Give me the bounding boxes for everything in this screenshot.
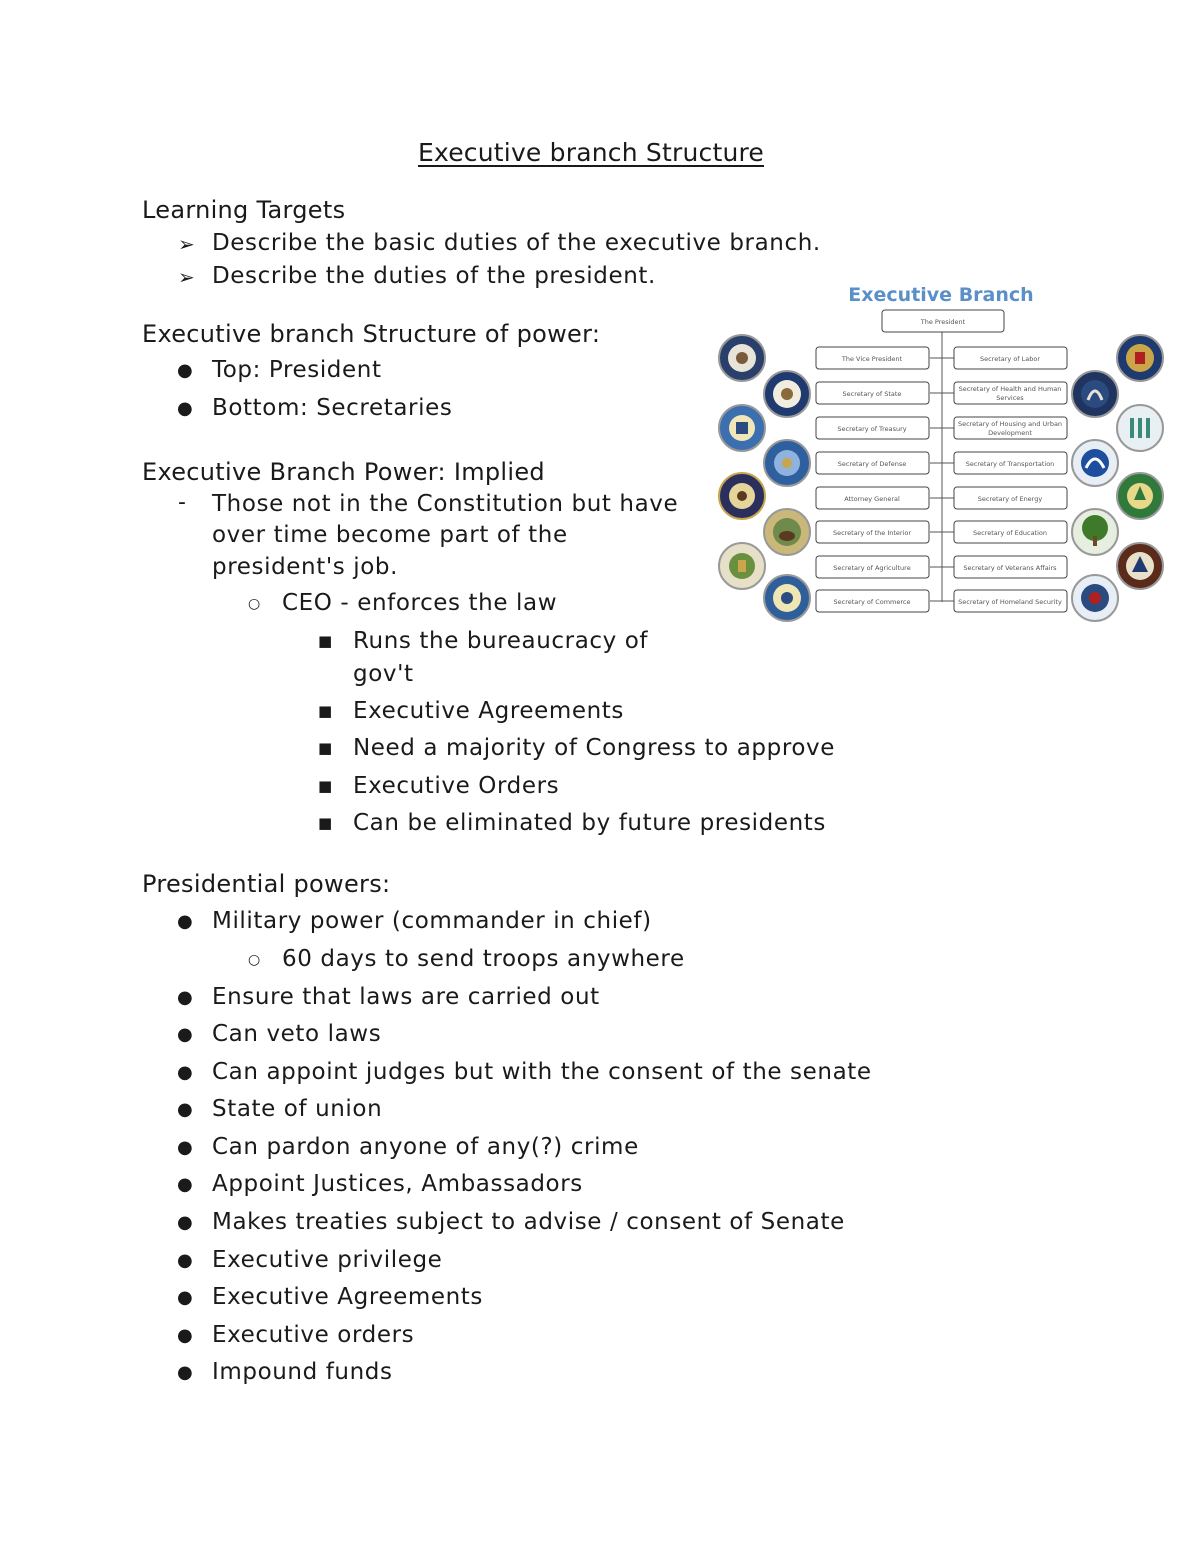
dept-label: Secretary of Labor [979,355,1041,363]
power-item: Can pardon anyone of any(?) crime [212,1134,639,1160]
square-bullet-icon: ■ [318,632,333,650]
dot-bullet-icon: ● [177,987,193,1008]
commerce-seal-icon [764,575,810,621]
dept-box [816,521,929,543]
power-item: Appoint Justices, Ambassadors [212,1171,583,1197]
dept-label: Secretary of Housing and Urban [957,420,1063,428]
implied-line: over time become part of the [212,522,568,548]
department-seals [719,335,1163,621]
dept-label: Development [988,429,1032,437]
dot-bullet-icon: ● [177,1250,193,1271]
dept-label: Secretary of Treasury [837,425,907,433]
structure-heading: Executive branch Structure of power: [142,320,601,348]
dot-bullet-icon: ● [177,1137,193,1158]
defense-seal-icon [764,440,810,486]
square-bullet-icon: ■ [318,739,333,757]
power-item: Impound funds [212,1359,393,1385]
dept-box [816,417,929,439]
power-item: Makes treaties subject to advise / consent of Senate [212,1209,845,1235]
dept-box [954,347,1067,369]
ceo-item: CEO - enforces the law [282,590,558,616]
dept-box [816,487,929,509]
dept-label: Secretary of the Interior [832,529,912,537]
power-item: State of union [212,1096,383,1122]
dept-label: Secretary of Health and Human [958,385,1062,393]
dept-box [816,347,929,369]
diagram-title: Executive Branch [848,284,1034,306]
dept-label: Secretary of State [842,390,902,398]
dot-bullet-icon: ● [177,1062,193,1083]
dept-label: Secretary of Commerce [833,598,911,606]
education-seal-icon [1072,509,1118,555]
transportation-seal-icon [1072,440,1118,486]
diagram-connectors [930,332,954,602]
agriculture-seal-icon [719,543,765,589]
square-bullet-icon: ■ [318,702,333,720]
dept-label: The Vice President [841,355,903,363]
hollow-bullet-icon: ○ [248,596,261,612]
presidential-heading: Presidential powers: [142,870,391,898]
hhs-seal-icon [1072,371,1118,417]
state-seal-icon [764,371,810,417]
dept-box [816,382,929,404]
dept-box [954,590,1067,612]
power-item: Ensure that laws are carried out [212,984,600,1010]
ceo-sub-item: Executive Orders [353,773,560,799]
dept-label: Secretary of Veterans Affairs [963,564,1057,572]
dot-bullet-icon: ● [177,1362,193,1383]
dot-bullet-icon: ● [177,911,193,932]
dept-box [954,521,1067,543]
power-item: Executive Agreements [212,1284,484,1310]
ceo-sub-item: Need a majority of Congress to approve [353,735,836,761]
power-sub-item: 60 days to send troops anywhere [282,946,685,972]
ceo-sub-item: Runs the bureaucracy of [353,628,649,654]
energy-seal-icon [1117,473,1163,519]
dept-label: Secretary of Agriculture [833,564,911,572]
implied-heading: Executive Branch Power: Implied [142,458,545,486]
dept-box [816,556,929,578]
dept-label: Secretary of Transportation [965,460,1055,468]
right-column [954,347,1067,612]
structure-item: Top: President [212,357,382,383]
ceo-sub-item: gov't [353,661,414,687]
executive-branch-diagram [712,278,1174,623]
power-item: Can appoint judges but with the consent of the senate [212,1059,872,1085]
president-box [882,310,1004,332]
veterans-seal-icon [1117,543,1163,589]
dept-label: Secretary of Energy [977,495,1043,503]
power-item: Executive privilege [212,1247,443,1273]
dot-bullet-icon: ● [177,1287,193,1308]
power-item: Military power (commander in chief) [212,908,652,934]
dot-bullet-icon: ● [177,1174,193,1195]
housing-seal-icon [1117,405,1163,451]
left-column [816,347,929,612]
dash-bullet-icon: - [178,490,186,515]
president-label: The President [920,318,966,326]
dot-bullet-icon: ● [177,1325,193,1346]
dept-box [954,487,1067,509]
arrow-bullet-icon: ➢ [178,232,195,256]
implied-line: Those not in the Constitution but have [212,491,679,517]
dept-box [816,452,929,474]
treasury-seal-icon [719,405,765,451]
ceo-sub-item: Executive Agreements [353,698,625,724]
dot-bullet-icon: ● [177,1024,193,1045]
arrow-bullet-icon: ➢ [178,265,195,289]
implied-line: president's job. [212,554,399,580]
homeland-security-seal-icon [1072,575,1118,621]
justice-seal-icon [719,473,765,519]
dot-bullet-icon: ● [177,1212,193,1233]
learning-target-item: Describe the basic duties of the executive branch. [212,230,821,256]
hollow-bullet-icon: ○ [248,952,261,968]
structure-item: Bottom: Secretaries [212,395,453,421]
square-bullet-icon: ■ [318,777,333,795]
dept-box [954,417,1067,439]
page-title: Executive branch Structure [418,138,765,167]
dept-label: Secretary of Defense [837,460,907,468]
dot-bullet-icon: ● [177,398,193,419]
dot-bullet-icon: ● [177,1099,193,1120]
ceo-sub-item: Can be eliminated by future presidents [353,810,826,836]
dept-box [954,556,1067,578]
dept-box [954,382,1067,404]
learning-target-item: Describe the duties of the president. [212,263,656,289]
dept-box [816,590,929,612]
labor-seal-icon [1117,335,1163,381]
dept-label: Secretary of Education [972,529,1048,537]
dept-box [954,452,1067,474]
dept-label: Attorney General [844,495,900,503]
learning-targets-heading: Learning Targets [142,196,346,224]
square-bullet-icon: ■ [318,814,333,832]
vice-president-seal-icon [719,335,765,381]
interior-seal-icon [764,509,810,555]
power-item: Executive orders [212,1322,415,1348]
dept-label: Secretary of Homeland Security [958,598,1062,606]
power-item: Can veto laws [212,1021,382,1047]
dept-label: Services [996,394,1024,402]
dot-bullet-icon: ● [177,360,193,381]
